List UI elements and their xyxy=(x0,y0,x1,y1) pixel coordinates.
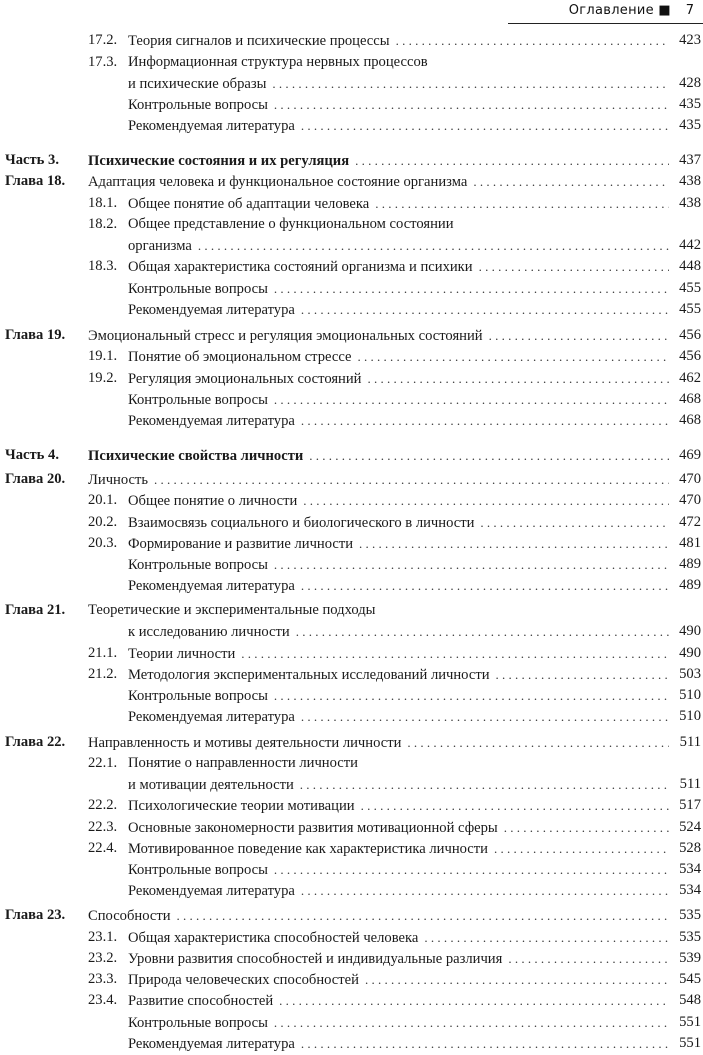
dot-leader xyxy=(301,575,669,596)
toc-entry-title: организма xyxy=(128,238,192,254)
toc-entry-page: 437 xyxy=(679,152,701,168)
dot-leader xyxy=(301,706,669,727)
toc-entry xyxy=(0,706,703,727)
toc-entry-title: Контрольные вопросы xyxy=(128,688,268,704)
toc-chapter-entry xyxy=(0,600,703,621)
toc-entry xyxy=(0,94,703,115)
toc-entry-page: 545 xyxy=(679,971,701,987)
toc-entry-page: 435 xyxy=(679,96,701,112)
toc-entry-number: 20.2. xyxy=(88,514,118,530)
toc-entry xyxy=(0,299,703,320)
toc-entry-title: Направленность и мотивы деятельности личности xyxy=(88,735,402,751)
dot-leader xyxy=(301,880,669,901)
toc-entry xyxy=(0,795,703,816)
toc-entry-number: 17.3. xyxy=(88,54,118,70)
toc-entry xyxy=(0,969,703,990)
toc-entry xyxy=(0,490,703,511)
dot-leader xyxy=(357,346,669,367)
toc-entry xyxy=(0,554,703,575)
toc-entry-page: 423 xyxy=(679,32,701,48)
dot-leader xyxy=(300,774,669,795)
toc-chapter-entry xyxy=(0,905,703,926)
toc-entry-page: 442 xyxy=(679,237,701,253)
dot-leader xyxy=(396,30,669,51)
toc-entry xyxy=(0,533,703,554)
toc-entry xyxy=(0,512,703,533)
toc-entry-page: 456 xyxy=(679,348,701,364)
toc-chapter-entry xyxy=(0,469,703,490)
toc-entry-title: Уровни развития способностей и индивидуальные различия xyxy=(128,951,503,967)
dot-leader xyxy=(301,299,669,320)
toc-entry-number: 18.1. xyxy=(88,195,118,211)
toc-entry xyxy=(0,859,703,880)
toc-entry-number: Глава 18. xyxy=(5,173,66,189)
toc-entry-title: Контрольные вопросы xyxy=(128,1015,268,1031)
toc-entry-title: Общая характеристика состояний организма и психики xyxy=(128,259,473,275)
toc-entry-title: Психические состояния и их регуляция xyxy=(88,153,350,169)
toc-entry-title: Личность xyxy=(88,472,149,488)
dot-leader xyxy=(272,73,669,94)
toc-entry-number: 23.3. xyxy=(88,971,118,987)
toc-entry-page: 472 xyxy=(679,514,701,530)
toc-chapter-entry xyxy=(0,325,703,346)
toc-entry-title: Теория сигналов и психические процессы xyxy=(128,33,390,49)
toc-entry-number: 20.1. xyxy=(88,492,118,508)
toc-entry-page: 456 xyxy=(679,327,701,343)
toc-entry xyxy=(0,685,703,706)
toc-entry-page: 535 xyxy=(679,907,701,923)
toc-entry-title: Регуляция эмоциональных состояний xyxy=(128,371,362,387)
toc-entry xyxy=(0,753,703,774)
toc-entry-title: Контрольные вопросы xyxy=(128,862,268,878)
dot-leader xyxy=(301,410,669,431)
toc-entry-page: 435 xyxy=(679,117,701,133)
toc-entry-title: Основные закономерности развития мотивационной сферы xyxy=(128,820,498,836)
toc-entry-title: Рекомендуемая литература xyxy=(128,302,295,318)
toc-entry-number: Глава 19. xyxy=(5,327,66,343)
toc-entry-title: и психические образы xyxy=(128,76,267,92)
toc-entry xyxy=(0,575,703,596)
toc-entry-title: Психологические теории мотивации xyxy=(128,798,355,814)
toc-entry-title: Взаимосвязь социального и биологического в личности xyxy=(128,515,475,531)
toc-entry xyxy=(0,664,703,685)
dot-leader xyxy=(424,927,669,948)
toc-entry-number: Глава 22. xyxy=(5,734,66,750)
toc-entry-page: 539 xyxy=(679,950,701,966)
toc-entry xyxy=(0,52,703,73)
dot-leader xyxy=(303,490,669,511)
toc-entry-page: 462 xyxy=(679,370,701,386)
toc-entry-title: Эмоциональный стресс и регуляция эмоциональных состояний xyxy=(88,328,483,344)
toc-entry-title: Теории личности xyxy=(128,646,236,662)
toc-entry-page: 468 xyxy=(679,391,701,407)
toc-entry-page: 448 xyxy=(679,258,701,274)
toc-entry-title: Мотивированное поведение как характеристика личности xyxy=(128,841,488,857)
toc-entry xyxy=(0,346,703,367)
toc-entry-number: Глава 23. xyxy=(5,907,66,923)
toc-entry-number: Часть 3. xyxy=(5,152,59,168)
toc-entry-number: 20.3. xyxy=(88,535,118,551)
dot-leader xyxy=(480,512,669,533)
toc-entry-title: Рекомендуемая литература xyxy=(128,1036,295,1052)
toc-entry-page: 548 xyxy=(679,992,701,1008)
toc-entry-title: Психические свойства личности xyxy=(88,448,304,464)
toc-entry xyxy=(0,817,703,838)
toc-entry-page: 469 xyxy=(679,447,701,463)
toc-entry-title: к исследованию личности xyxy=(128,624,290,640)
toc-entry xyxy=(0,880,703,901)
toc-entry xyxy=(0,389,703,410)
toc-entry-title: Понятие о направленности личности xyxy=(128,755,358,771)
toc-entry-page: 551 xyxy=(679,1014,701,1030)
toc-entry-page: 489 xyxy=(679,556,701,572)
toc-entry-number: 23.2. xyxy=(88,950,118,966)
toc-entry-page: 481 xyxy=(679,535,701,551)
square-bullet-icon: ■ xyxy=(658,3,671,18)
dot-leader xyxy=(274,389,669,410)
dot-leader xyxy=(177,905,669,926)
toc-entry-page: 490 xyxy=(679,623,701,639)
toc-chapter-entry xyxy=(0,171,703,192)
toc-entry-title: Общее понятие о личности xyxy=(128,493,298,509)
toc-entry xyxy=(0,278,703,299)
dot-leader xyxy=(241,643,669,664)
toc-entry-page: 528 xyxy=(679,840,701,856)
toc-entry-page: 455 xyxy=(679,301,701,317)
dot-leader xyxy=(367,368,669,389)
toc-entry-page: 468 xyxy=(679,412,701,428)
dot-leader xyxy=(489,325,669,346)
toc-entry-page: 510 xyxy=(679,687,701,703)
toc-entry xyxy=(0,1033,703,1054)
dot-leader xyxy=(301,1033,669,1054)
toc-entry-page: 511 xyxy=(679,734,701,750)
toc-entry-title: Понятие об эмоциональном стрессе xyxy=(128,349,352,365)
toc-entry-title: Адаптация человека и функциональное состояние организма xyxy=(88,174,468,190)
toc-entry-page: 470 xyxy=(679,471,701,487)
toc-entry-page: 490 xyxy=(679,645,701,661)
toc-entry-page: 503 xyxy=(679,666,701,682)
toc-entry-number: 22.3. xyxy=(88,819,118,835)
dot-leader xyxy=(504,817,669,838)
toc-entry xyxy=(0,214,703,235)
toc-entry-number: Глава 21. xyxy=(5,602,66,618)
toc-entry-number: 18.3. xyxy=(88,258,118,274)
dot-leader xyxy=(365,969,669,990)
toc-entry-title: Формирование и развитие личности xyxy=(128,536,354,552)
toc-entry-title: Общая характеристика способностей человека xyxy=(128,930,419,946)
toc-entry-title: Контрольные вопросы xyxy=(128,392,268,408)
toc-entry xyxy=(0,838,703,859)
toc-entry-title: Развитие способностей xyxy=(128,993,274,1009)
dot-leader xyxy=(154,469,669,490)
toc-entry-title: и мотивации деятельности xyxy=(128,777,294,793)
toc-entry-page: 534 xyxy=(679,861,701,877)
toc-entry xyxy=(0,30,703,51)
dot-leader xyxy=(407,732,669,753)
toc-entry-title: Рекомендуемая литература xyxy=(128,709,295,725)
toc-part-entry xyxy=(0,445,703,466)
toc-entry-title: Контрольные вопросы xyxy=(128,97,268,113)
toc-entry-page: 428 xyxy=(679,75,701,91)
dot-leader xyxy=(361,795,669,816)
toc-entry-title: Контрольные вопросы xyxy=(128,557,268,573)
toc-entry xyxy=(0,774,703,795)
toc-entry-number: Часть 4. xyxy=(5,447,59,463)
dot-leader xyxy=(301,115,669,136)
dot-leader xyxy=(274,1012,669,1033)
toc-entry xyxy=(0,1012,703,1033)
toc-chapter-entry xyxy=(0,732,703,753)
toc-entry-page: 524 xyxy=(679,819,701,835)
toc-entry-page: 470 xyxy=(679,492,701,508)
toc-entry-number: Глава 20. xyxy=(5,471,66,487)
toc-entry xyxy=(0,410,703,431)
toc-entry-title: Способности xyxy=(88,908,171,924)
toc-entry-title: Информационная структура нервных процессов xyxy=(128,54,428,70)
dot-leader xyxy=(274,554,669,575)
toc-entry-number: 19.2. xyxy=(88,370,118,386)
toc-entry xyxy=(0,73,703,94)
dot-leader xyxy=(309,445,669,466)
toc-entry-page: 535 xyxy=(679,929,701,945)
dot-leader xyxy=(274,278,669,299)
toc-entry xyxy=(0,927,703,948)
toc-entry-page: 517 xyxy=(679,797,701,813)
dot-leader xyxy=(355,150,669,171)
dot-leader xyxy=(496,664,669,685)
running-header xyxy=(508,0,703,24)
dot-leader xyxy=(279,990,669,1011)
toc-entry-title: Рекомендуемая литература xyxy=(128,578,295,594)
toc-entry-title: Контрольные вопросы xyxy=(128,281,268,297)
toc-entry xyxy=(0,948,703,969)
dot-leader xyxy=(473,171,669,192)
toc-entry-page: 511 xyxy=(679,776,701,792)
toc-entry-number: 21.1. xyxy=(88,645,118,661)
toc-entry xyxy=(0,643,703,664)
toc-entry-number: 17.2. xyxy=(88,32,118,48)
toc-entry-title: Рекомендуемая литература xyxy=(128,413,295,429)
toc-entry-page: 534 xyxy=(679,882,701,898)
toc-entry xyxy=(0,368,703,389)
toc-entry-page: 438 xyxy=(679,195,701,211)
dot-leader xyxy=(375,193,669,214)
toc-entry xyxy=(0,115,703,136)
toc-entry-title: Природа человеческих способностей xyxy=(128,972,359,988)
dot-leader xyxy=(359,533,669,554)
toc-entry-number: 21.2. xyxy=(88,666,118,682)
toc-entry-number: 23.4. xyxy=(88,992,118,1008)
toc-entry-page: 438 xyxy=(679,173,701,189)
dot-leader xyxy=(508,948,669,969)
toc-part-entry xyxy=(0,150,703,171)
dot-leader xyxy=(494,838,669,859)
dot-leader xyxy=(274,685,669,706)
toc-entry-number: 22.1. xyxy=(88,755,118,771)
toc-entry xyxy=(0,256,703,277)
dot-leader xyxy=(274,94,669,115)
running-header-title: Оглавление ■ xyxy=(568,3,671,18)
toc-entry-number: 19.1. xyxy=(88,348,118,364)
toc-entry-title: Методология экспериментальных исследований личности xyxy=(128,667,490,683)
toc-entry-title: Общее понятие об адаптации человека xyxy=(128,196,370,212)
toc-entry xyxy=(0,990,703,1011)
toc-entry-page: 510 xyxy=(679,708,701,724)
toc-entry xyxy=(0,235,703,256)
toc-entry xyxy=(0,193,703,214)
toc-entry-page: 551 xyxy=(679,1035,701,1051)
dot-leader xyxy=(479,256,669,277)
toc-entry-number: 18.2. xyxy=(88,216,118,232)
toc-entry xyxy=(0,621,703,642)
toc-entry-number: 22.4. xyxy=(88,840,118,856)
toc-entry-title: Теоретические и экспериментальные подходы xyxy=(88,602,376,618)
toc-entry-page: 455 xyxy=(679,280,701,296)
toc-entry-title: Рекомендуемая литература xyxy=(128,118,295,134)
toc-entry-number: 23.1. xyxy=(88,929,118,945)
toc-entry-title: Общее представление о функциональном состоянии xyxy=(128,216,454,232)
toc-entry-title: Рекомендуемая литература xyxy=(128,883,295,899)
dot-leader xyxy=(274,859,669,880)
toc-entry-page: 489 xyxy=(679,577,701,593)
dot-leader xyxy=(296,621,669,642)
dot-leader xyxy=(198,235,669,256)
toc-entry-number: 22.2. xyxy=(88,797,118,813)
page-number: 7 xyxy=(685,3,694,18)
